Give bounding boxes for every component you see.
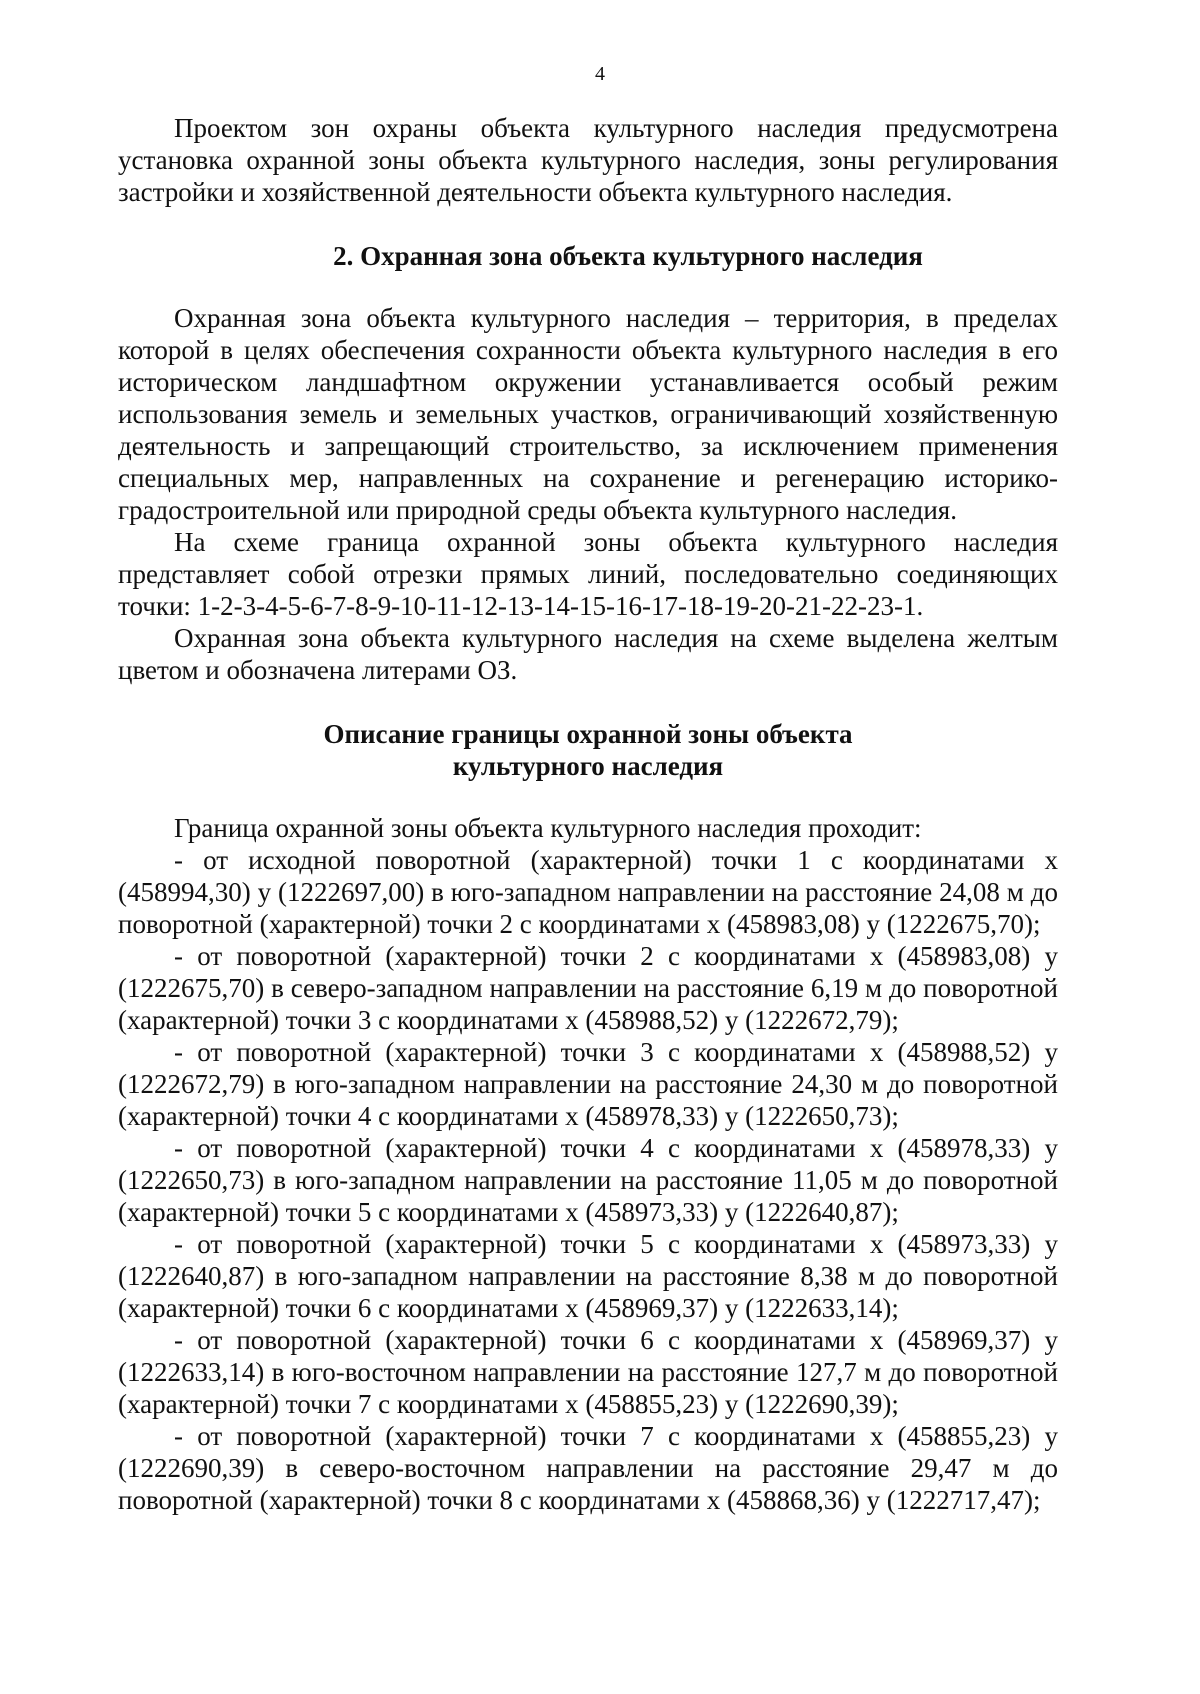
section-2-body (118, 302, 1058, 686)
boundary-point-item: - от поворотной (характерной) точки 2 с координатами x (458983,08) y (1222675,70) в северо-западном направлении на расстояние 6,19 м до поворотной (характерной) точки 3 с координатами x (458988,52) y (1222672,79); (118, 941, 1058, 1035)
boundary-point-item: - от поворотной (характерной) точки 6 с координатами x (458969,37) y (1222633,14) в юго-восточном направлении на расстояние 127,7 м до поворотной (характерной) точки 7 с координатами x (458855,23) y (1222690,39); (118, 1325, 1058, 1419)
boundary-point-item: - от поворотной (характерной) точки 3 с координатами x (458988,52) y (1222672,79) в юго-западном направлении на расстояние 24,30 м до поворотной (характерной) точки 4 с координатами x (458978,33) y (1222650,73); (118, 1037, 1058, 1131)
boundary-lead: Граница охранной зоны объекта культурного наследия проходит: (174, 813, 922, 843)
section-2-paragraph: На схеме граница охранной зоны объекта культурного наследия представляет собой отрезки прямых линий, последовательно соединяющих точки: 1-2-3-4-5-6-7-8-9-10-11-12-13-14-15-16-17-18-19-20-21-22-23-1. (118, 527, 1058, 621)
boundary-description-heading-line: культурного наследия (452, 751, 724, 781)
intro-paragraph: Проектом зон охраны объекта культурного наследия предусмотрена установка охранной зоны объекта культурного наследия, зоны регулирования застройки и хозяйственной деятельности объекта культурного наследия. (118, 113, 1058, 207)
boundary-description-heading-line: Описание границы охранной зоны объекта (323, 719, 853, 749)
boundary-point-item: - от поворотной (характерной) точки 5 с координатами x (458973,33) y (1222640,87) в юго-западном направлении на расстояние 8,38 м до поворотной (характерной) точки 6 с координатами x (458969,37) y (1222633,14); (118, 1229, 1058, 1323)
section-2-paragraph: Охранная зона объекта культурного наследия – территория, в пределах которой в целях обеспечения сохранности объекта культурного наследия в его историческом ландшафтном окружении устанавливается особый режим использования земель и земельных участков, ограничивающий хозяйственную деятельность и запрещающий строительство, за исключением применения специальных мер, направленных на сохранение и регенерацию историко-градостроительной или природной среды объекта культурного наследия. (118, 303, 1058, 525)
boundary-description-heading (118, 718, 1058, 782)
page-number: 4 (595, 63, 605, 85)
boundary-point-item: - от исходной поворотной (характерной) точки 1 с координатами x (458994,30) y (1222697,00) в юго-западном направлении на расстояние 24,08 м до поворотной (характерной) точки 2 с координатами x (458983,08) y (1222675,70); (118, 845, 1058, 939)
boundary-point-item: - от поворотной (характерной) точки 4 с координатами x (458978,33) y (1222650,73) в юго-западном направлении на расстояние 11,05 м до поворотной (характерной) точки 5 с координатами x (458973,33) y (1222640,87); (118, 1133, 1058, 1227)
document-body (118, 112, 1058, 1516)
section-2-heading: 2. Охранная зона объекта культурного наследия (333, 241, 923, 271)
boundary-description-body (118, 812, 1058, 1516)
boundary-point-item: - от поворотной (характерной) точки 7 с координатами x (458855,23) y (1222690,39) в северо-восточном направлении на расстояние 29,47 м до поворотной (характерной) точки 8 с координатами x (458868,36) y (1222717,47); (118, 1421, 1058, 1515)
section-2-paragraph: Охранная зона объекта культурного наследия на схеме выделена желтым цветом и обозначена литерами ОЗ. (118, 623, 1058, 685)
